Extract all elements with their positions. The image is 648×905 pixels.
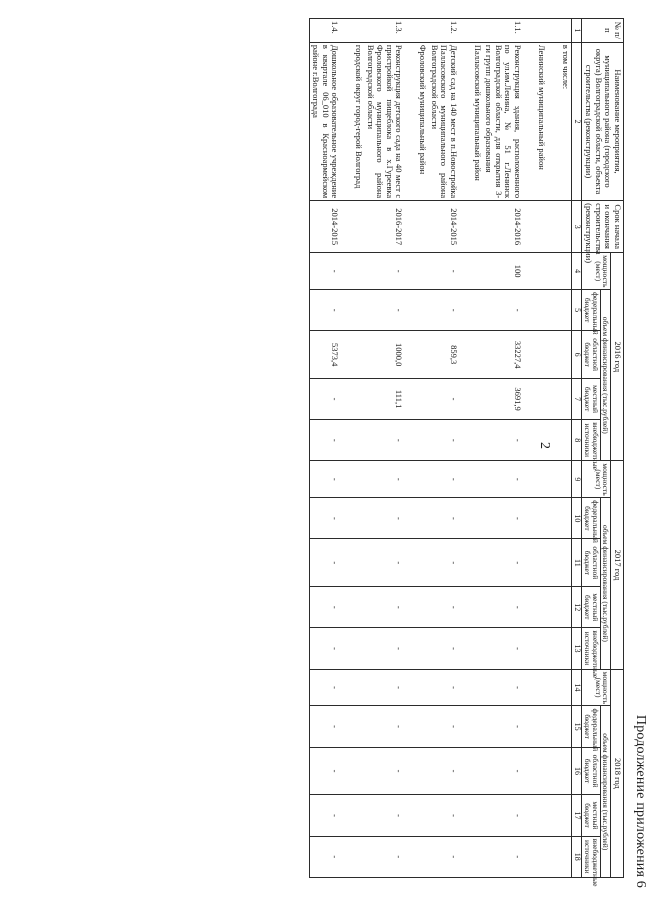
row-value-cell: 1000,0 — [364, 331, 404, 379]
row-value-cell — [459, 378, 483, 419]
column-number: 11 — [571, 539, 581, 587]
row-value-cell — [404, 587, 428, 628]
row-name-cell: Ленинский муниципальный район — [523, 42, 547, 200]
row-value-cell — [459, 836, 483, 877]
column-number: 18 — [571, 836, 581, 877]
row-value-cell: - — [483, 539, 523, 587]
row-number-cell — [459, 19, 483, 43]
row-value-cell: - — [428, 378, 459, 419]
row-value-cell — [340, 706, 364, 747]
row-value-cell — [523, 747, 547, 795]
row-number-cell: 1.1. — [483, 19, 523, 43]
row-value-cell — [404, 539, 428, 587]
column-number: 17 — [571, 795, 581, 836]
table-row — [459, 19, 483, 878]
row-term-cell — [404, 201, 428, 253]
row-value-cell: - — [309, 290, 340, 331]
row-value-cell — [547, 706, 572, 747]
row-value-cell: - — [309, 669, 340, 706]
row-value-cell: - — [428, 290, 459, 331]
regional-header-2016: областной бюджет — [581, 331, 600, 379]
row-value-cell — [547, 836, 572, 877]
row-value-cell — [547, 628, 572, 669]
column-number: 6 — [571, 331, 581, 379]
column-number: 2 — [571, 42, 581, 200]
row-value-cell — [404, 331, 428, 379]
capacity-header-2016: мощность (мест) — [581, 253, 611, 290]
row-value-cell: 3691,9 — [483, 378, 523, 419]
row-value-cell — [404, 836, 428, 877]
row-value-cell — [547, 378, 572, 419]
column-number: 12 — [571, 587, 581, 628]
row-value-cell — [340, 795, 364, 836]
row-value-cell: - — [483, 628, 523, 669]
row-value-cell: - — [364, 706, 404, 747]
row-value-cell: - — [364, 587, 404, 628]
row-value-cell: - — [428, 747, 459, 795]
local-header-2016: местный бюджет — [581, 378, 600, 419]
row-value-cell — [547, 461, 572, 498]
table-row — [340, 19, 364, 878]
row-number-cell: 1.3. — [364, 19, 404, 43]
row-value-cell: - — [309, 498, 340, 539]
financing-header-2017: объем финансирования (тыс.рублей) — [600, 498, 611, 669]
row-value-cell — [523, 461, 547, 498]
row-value-cell — [340, 420, 364, 461]
row-value-cell: - — [364, 628, 404, 669]
row-value-cell: - — [483, 498, 523, 539]
column-number: 9 — [571, 461, 581, 498]
row-value-cell — [459, 498, 483, 539]
financing-header-2016: объем финансирования (тыс.рублей) — [600, 290, 611, 461]
row-value-cell: - — [428, 836, 459, 877]
financing-table — [309, 18, 624, 887]
extra-header-2016: внебюджетные источники — [581, 420, 600, 461]
column-number: 10 — [571, 498, 581, 539]
row-value-cell: - — [364, 669, 404, 706]
row-value-cell: - — [483, 706, 523, 747]
column-number: 7 — [571, 378, 581, 419]
column-number: 13 — [571, 628, 581, 669]
row-value-cell — [459, 420, 483, 461]
federal-header-2018: федеральный бюджет — [581, 706, 600, 747]
row-value-cell — [523, 290, 547, 331]
row-term-cell — [459, 201, 483, 253]
row-value-cell — [459, 669, 483, 706]
row-value-cell — [523, 253, 547, 290]
row-term-cell — [340, 201, 364, 253]
row-value-cell — [547, 795, 572, 836]
row-value-cell: - — [364, 498, 404, 539]
row-value-cell — [523, 587, 547, 628]
row-name-cell: городской округ город-герой Волгоград — [340, 42, 364, 200]
year-2016-header: 2016 год — [611, 253, 624, 461]
col-no-header: № п/п — [581, 19, 623, 43]
column-number: 3 — [571, 201, 581, 253]
row-value-cell — [523, 669, 547, 706]
row-value-cell: - — [309, 628, 340, 669]
row-value-cell — [523, 628, 547, 669]
row-value-cell — [547, 420, 572, 461]
table-body — [309, 19, 571, 878]
row-value-cell: - — [309, 836, 340, 877]
row-value-cell — [459, 290, 483, 331]
row-value-cell — [547, 290, 572, 331]
row-value-cell — [547, 253, 572, 290]
row-value-cell: - — [483, 836, 523, 877]
row-name-cell: Реконструкция детского сада на 40 мест с пристройкой пищеблока в х.Гуреевка Фроловского муниципального района Волгоградской области — [364, 42, 404, 200]
row-value-cell — [459, 795, 483, 836]
row-value-cell — [340, 628, 364, 669]
row-value-cell — [340, 498, 364, 539]
table-row — [523, 19, 547, 878]
row-value-cell — [404, 669, 428, 706]
row-name-cell: Палласовский муниципальный район — [459, 42, 483, 200]
row-value-cell: - — [364, 253, 404, 290]
column-number: 14 — [571, 669, 581, 706]
regional-header-2017: областной бюджет — [581, 539, 600, 587]
rotated-page — [128, 18, 648, 888]
row-value-cell — [523, 498, 547, 539]
row-value-cell — [404, 253, 428, 290]
federal-header-2017: федеральный бюджет — [581, 498, 600, 539]
row-value-cell — [547, 587, 572, 628]
row-value-cell — [459, 628, 483, 669]
table-row — [428, 19, 459, 878]
row-value-cell: - — [364, 795, 404, 836]
local-header-2018: местный бюджет — [581, 795, 600, 836]
row-value-cell: - — [428, 628, 459, 669]
capacity-header-2018: мощность (мест) — [581, 669, 611, 706]
row-term-cell: 2014-2015 — [309, 201, 340, 253]
row-value-cell: - — [309, 706, 340, 747]
table-row — [547, 19, 572, 878]
row-value-cell — [459, 747, 483, 795]
row-value-cell: - — [309, 587, 340, 628]
row-value-cell — [523, 795, 547, 836]
row-value-cell — [459, 539, 483, 587]
row-number-cell — [404, 19, 428, 43]
row-value-cell — [523, 539, 547, 587]
col-term-header: Срок начала и окончания строительства (реконструкции) — [581, 201, 623, 253]
row-value-cell: 111,1 — [364, 378, 404, 419]
row-value-cell: - — [309, 420, 340, 461]
row-name-cell: в том числе: — [547, 42, 572, 200]
row-value-cell: - — [364, 747, 404, 795]
row-value-cell: - — [428, 253, 459, 290]
row-value-cell — [340, 669, 364, 706]
row-value-cell — [547, 539, 572, 587]
page-number: 2 — [537, 442, 552, 449]
row-value-cell: - — [364, 539, 404, 587]
row-value-cell — [404, 498, 428, 539]
row-number-cell: 1.4. — [309, 19, 340, 43]
row-value-cell: - — [483, 420, 523, 461]
row-value-cell — [404, 290, 428, 331]
row-value-cell — [340, 836, 364, 877]
row-value-cell: - — [309, 253, 340, 290]
row-value-cell — [523, 706, 547, 747]
row-value-cell: - — [483, 587, 523, 628]
row-value-cell — [404, 706, 428, 747]
row-value-cell — [547, 747, 572, 795]
row-name-cell: Фроловский муниципальный район — [404, 42, 428, 200]
row-value-cell: - — [364, 420, 404, 461]
row-value-cell: - — [309, 461, 340, 498]
row-value-cell — [404, 628, 428, 669]
column-number: 5 — [571, 290, 581, 331]
row-value-cell — [547, 498, 572, 539]
row-value-cell — [404, 795, 428, 836]
row-value-cell: - — [483, 795, 523, 836]
col-name-header: Наименование мероприятия, муниципального района (городского округа) Волгоградской области, объекта строительства (реконструкции) — [581, 42, 623, 200]
row-value-cell — [340, 539, 364, 587]
row-term-cell: 2014-2015 — [428, 201, 459, 253]
row-value-cell: - — [428, 498, 459, 539]
row-value-cell: - — [428, 461, 459, 498]
row-value-cell — [547, 331, 572, 379]
row-value-cell: 100 — [483, 253, 523, 290]
row-value-cell: - — [428, 587, 459, 628]
table-header — [571, 19, 623, 887]
row-value-cell: - — [309, 747, 340, 795]
row-value-cell — [459, 706, 483, 747]
table-row — [309, 19, 340, 878]
row-value-cell — [459, 587, 483, 628]
table-row — [483, 19, 523, 878]
row-name-cell: Дошкольное образовательное учреждение в квартале 06_010 в Красноармейском районе г.Волгограда — [309, 42, 340, 200]
row-value-cell — [404, 420, 428, 461]
row-value-cell — [404, 747, 428, 795]
row-value-cell: - — [309, 378, 340, 419]
row-value-cell — [340, 378, 364, 419]
row-number-cell: 1.2. — [428, 19, 459, 43]
row-value-cell — [340, 587, 364, 628]
row-value-cell — [340, 331, 364, 379]
regional-header-2018: областной бюджет — [581, 747, 600, 795]
year-2018-header: 2018 год — [611, 669, 624, 877]
column-number-row — [571, 19, 581, 878]
row-value-cell: - — [483, 461, 523, 498]
table-row — [364, 19, 404, 878]
row-value-cell — [523, 378, 547, 419]
column-number: 8 — [571, 420, 581, 461]
column-number: 4 — [571, 253, 581, 290]
local-header-2017: местный бюджет — [581, 587, 600, 628]
row-value-cell — [340, 747, 364, 795]
row-number-cell — [547, 19, 572, 43]
row-term-cell — [547, 201, 572, 253]
row-number-cell — [340, 19, 364, 43]
row-value-cell: - — [364, 836, 404, 877]
column-number: 16 — [571, 747, 581, 795]
capacity-header-2017: мощность (мест) — [581, 461, 611, 498]
row-value-cell: - — [364, 461, 404, 498]
extra-header-2018: внебюджетные источники — [581, 836, 600, 877]
row-value-cell: - — [483, 669, 523, 706]
row-value-cell — [523, 836, 547, 877]
row-value-cell: - — [309, 539, 340, 587]
column-number: 15 — [571, 706, 581, 747]
row-value-cell: - — [428, 669, 459, 706]
row-value-cell: - — [428, 420, 459, 461]
row-value-cell — [340, 253, 364, 290]
column-number: 1 — [571, 19, 581, 43]
row-term-cell — [523, 201, 547, 253]
row-value-cell — [404, 461, 428, 498]
row-value-cell — [340, 461, 364, 498]
row-value-cell: - — [483, 290, 523, 331]
extra-header-2017: внебюджетные источники — [581, 628, 600, 669]
row-term-cell: 2016-2017 — [364, 201, 404, 253]
row-value-cell — [459, 331, 483, 379]
table-row — [404, 19, 428, 878]
row-name-cell: Реконструкция здания, расположенного по ул.им.Ленина, № 51 г.Ленинск Волгоградской области, для открытия 3-ги групп дошкольного образования — [483, 42, 523, 200]
row-value-cell: - — [428, 706, 459, 747]
row-value-cell: 5373,4 — [309, 331, 340, 379]
row-value-cell: - — [483, 747, 523, 795]
row-value-cell — [523, 420, 547, 461]
row-value-cell: - — [428, 795, 459, 836]
row-value-cell — [547, 669, 572, 706]
row-value-cell: 859,3 — [428, 331, 459, 379]
row-value-cell — [523, 331, 547, 379]
row-value-cell — [340, 290, 364, 331]
row-value-cell — [459, 253, 483, 290]
continuation-title: Продолжение приложения 6 — [633, 714, 648, 888]
financing-header-2018: объем финансирования (тыс.рублей) — [600, 706, 611, 878]
row-value-cell — [404, 378, 428, 419]
row-value-cell: - — [428, 539, 459, 587]
row-number-cell — [523, 19, 547, 43]
year-2017-header: 2017 год — [611, 461, 624, 669]
row-value-cell: - — [309, 795, 340, 836]
row-value-cell: 33227,4 — [483, 331, 523, 379]
row-term-cell: 2014-2016 — [483, 201, 523, 253]
row-value-cell — [459, 461, 483, 498]
row-name-cell: Детский сад на 140 мест в п.Новостройка Палласовского муниципального района Волгоградской области — [428, 42, 459, 200]
row-value-cell: - — [364, 290, 404, 331]
federal-header-2016: федеральный бюджет — [581, 290, 600, 331]
